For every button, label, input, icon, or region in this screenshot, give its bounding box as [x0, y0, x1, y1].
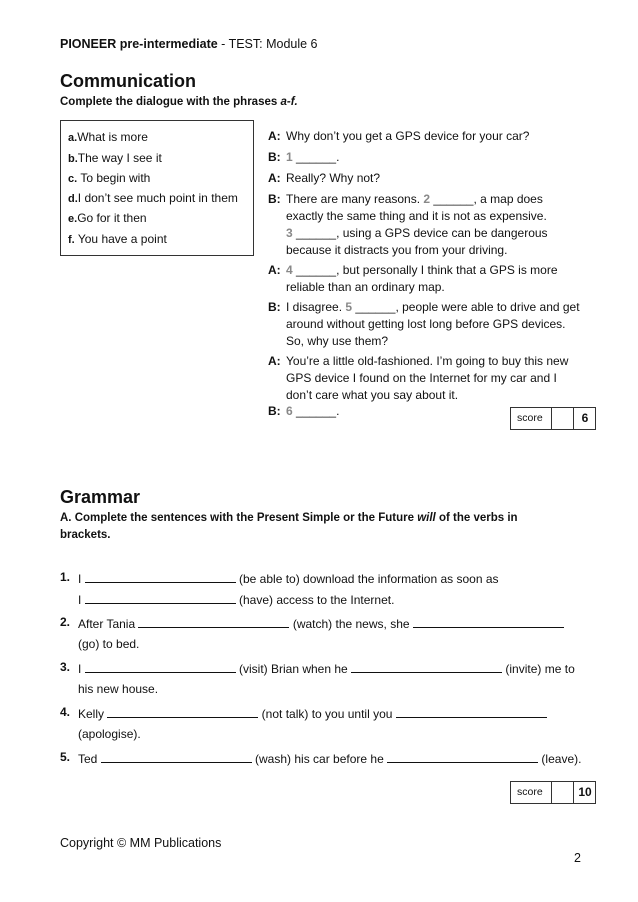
grammar-title: Grammar [60, 487, 141, 507]
answer-blank[interactable] [387, 751, 538, 763]
grammar-score-box: score 10 [510, 781, 596, 804]
sentence-line: After Tania (watch) the news, she [78, 616, 564, 631]
answer-blank[interactable] [396, 706, 547, 718]
copyright: Copyright © MM Publications [60, 836, 222, 850]
item-number: 4. [60, 705, 71, 719]
grammar-instruction: A. Complete the sentences with the Present Simple or the Future will of the verbs in [60, 512, 518, 524]
answer-blank[interactable] [351, 661, 502, 673]
item-number: 1. [60, 570, 71, 584]
phrase-e: e.Go for it then [68, 211, 147, 225]
answer-blank[interactable] [107, 706, 258, 718]
item-number: 2. [60, 615, 71, 629]
item-number: 3. [60, 660, 71, 674]
phrase-d: d.I don’t see much point in them [68, 191, 238, 205]
phrase-box [60, 120, 254, 256]
sentence-line: his new house. [78, 682, 159, 696]
phrase-b: b.The way I see it [68, 151, 162, 165]
answer-blank[interactable] [138, 616, 289, 628]
sentence-line: I (be able to) download the information as soon as [78, 572, 499, 586]
phrase-c: c. To begin with [68, 171, 151, 185]
series-title: PIONEER pre-intermediate [60, 37, 218, 51]
page-number: 2 [574, 851, 581, 865]
sentence-line: Ted (wash) his car before he (leave). [78, 752, 582, 766]
sentence-line: I (have) access to the Internet. [78, 593, 395, 607]
communication-score-box: score 6 [510, 407, 596, 430]
answer-blank[interactable] [101, 751, 252, 763]
sentence-line: (apologise). [78, 727, 141, 741]
sentence-line: Kelly (not talk) to you until you [78, 706, 547, 721]
grammar-instruction-cont: brackets. [60, 529, 111, 541]
page-header [60, 37, 318, 51]
communication-title: Communication [60, 71, 197, 91]
sentence-line: I (visit) Brian when he (invite) me to [78, 662, 575, 676]
answer-blank[interactable] [85, 592, 236, 604]
item-number: 5. [60, 750, 71, 764]
answer-blank[interactable] [85, 571, 236, 583]
phrase-f: f. You have a point [68, 232, 167, 246]
communication-instruction: Complete the dialogue with the phrases a-f. [60, 96, 298, 108]
test-title: - TEST: Module 6 [217, 37, 318, 51]
answer-blank[interactable] [85, 661, 236, 673]
sentence-line: (go) to bed. [78, 637, 140, 651]
phrase-a: a.What is more [68, 130, 148, 144]
answer-blank[interactable] [413, 616, 564, 628]
